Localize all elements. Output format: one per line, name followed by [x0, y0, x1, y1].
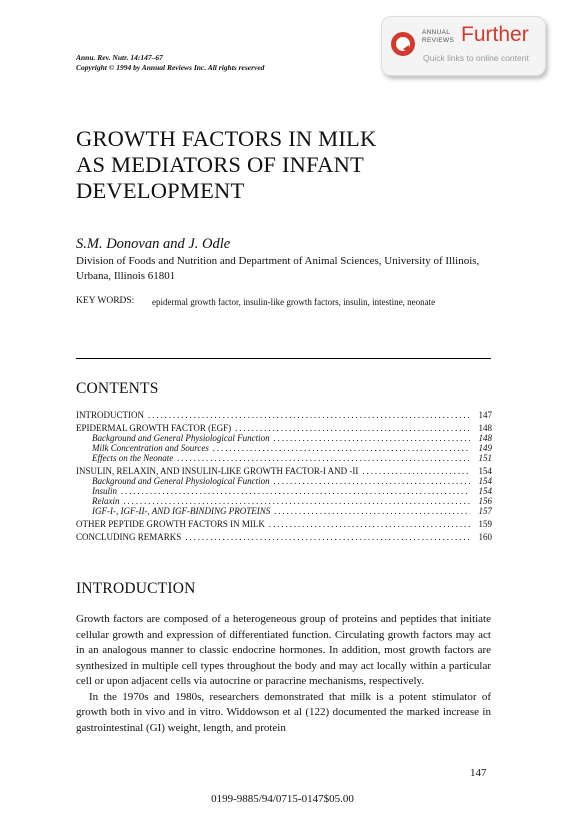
toc-leader-dots — [213, 443, 470, 453]
introduction-heading: INTRODUCTION — [76, 580, 196, 597]
toc-leader-dots — [185, 532, 470, 542]
toc-entry-label: INTRODUCTION — [76, 410, 144, 420]
table-of-contents — [76, 410, 492, 542]
citation-journal-line: Annu. Rev. Nutr. 14:147–67 — [76, 53, 163, 62]
toc-entry[interactable] — [76, 443, 492, 453]
toc-entry-label: Background and General Physiological Function — [92, 476, 270, 486]
journal-citation — [76, 53, 264, 73]
toc-leader-dots — [274, 476, 470, 486]
toc-entry-label: Background and General Physiological Function — [92, 433, 270, 443]
toc-entry-label: IGF-I-, IGF-II-, AND IGF-BINDING PROTEINS — [92, 506, 271, 516]
toc-leader-dots — [274, 433, 470, 443]
toc-entry-page: 148 — [478, 433, 492, 443]
toc-entry[interactable] — [76, 433, 492, 443]
toc-entry-label: CONCLUDING REMARKS — [76, 532, 182, 542]
introduction-body — [76, 612, 491, 736]
contents-heading: CONTENTS — [76, 380, 159, 397]
toc-entry-page: 149 — [478, 443, 492, 453]
toc-entry[interactable] — [76, 453, 492, 463]
toc-entry[interactable] — [76, 532, 492, 542]
toc-entry[interactable] — [76, 486, 492, 496]
toc-entry-label: EPIDERMAL GROWTH FACTOR (EGF) — [76, 423, 232, 433]
toc-entry[interactable] — [76, 476, 492, 486]
banner-further-label: Further — [461, 23, 529, 46]
toc-entry-page: 154 — [478, 466, 492, 476]
introduction-paragraph: Growth factors are composed of a heterogeneous group of proteins and peptides that initiate cellular growth and expression of differentiated function. Circulating growth factors may act in an analogous manner to classic endocrine hormones. In addition, most growth factors are synthesized in multiple cell types throughout the body and may act locally within a particular cell or upon adjacent cells via autocrine or paracrine mechanisms, respectively. — [76, 613, 491, 687]
toc-entry-label: INSULIN, RELAXIN, AND INSULIN-LIKE GROWTH FACTOR-I AND -II — [76, 466, 359, 476]
toc-entry-page: 148 — [478, 423, 492, 433]
toc-entry-page: 159 — [478, 519, 492, 529]
page-number: 147 — [470, 767, 487, 779]
toc-entry-page: 154 — [478, 486, 492, 496]
toc-entry-label: Relaxin — [92, 496, 120, 506]
toc-leader-dots — [362, 466, 470, 476]
toc-leader-dots — [121, 486, 470, 496]
toc-leader-dots — [274, 506, 470, 516]
toc-entry-page: 160 — [478, 532, 492, 542]
citation-copyright-line: Copyright © 1994 by Annual Reviews Inc. All rights reserved — [76, 63, 265, 72]
article-authors: S.M. Donovan and J. Odle — [76, 236, 231, 252]
toc-entry-page: 156 — [478, 496, 492, 506]
article-title: GROWTH FACTORS IN MILK AS MEDIATORS OF INFANT DEVELOPMENT — [76, 126, 377, 203]
footer-code: 0199-9885/94/0715-0147$05.00 — [211, 793, 354, 805]
toc-leader-dots — [148, 410, 470, 420]
toc-entry-label: OTHER PEPTIDE GROWTH FACTORS IN MILK — [76, 519, 265, 529]
toc-entry[interactable] — [76, 466, 492, 476]
introduction-paragraph: In the 1970s and 1980s, researchers demonstrated that milk is a potent stimulator of growth both in vivo and in vitro. Widdowson et al (122) documented the marked increase in gastrointestinal (GI) weight, length, and protein — [76, 690, 491, 734]
toc-leader-dots — [177, 453, 470, 463]
toc-entry-page: 151 — [478, 453, 492, 463]
author-affiliation: Division of Foods and Nutrition and Department of Animal Sciences, University of Illinois, Urbana, Illinois 61801 — [76, 255, 480, 282]
toc-entry-label: Effects on the Neonate — [92, 453, 174, 463]
toc-entry-page: 147 — [478, 410, 492, 420]
toc-leader-dots — [235, 423, 470, 433]
banner-publisher-name: ANNUAL REVIEWS — [422, 29, 455, 44]
toc-entry-label: Insulin — [92, 486, 118, 496]
toc-entry[interactable] — [76, 410, 492, 420]
section-divider — [76, 358, 491, 359]
annual-reviews-logo-icon — [391, 32, 415, 56]
further-links-banner[interactable] — [381, 16, 546, 76]
toc-entry[interactable] — [76, 506, 492, 516]
toc-entry-page: 157 — [478, 506, 492, 516]
banner-quick-links-text: Quick links to online content — [423, 53, 529, 63]
toc-leader-dots — [124, 496, 471, 506]
toc-entry[interactable] — [76, 496, 492, 506]
toc-entry-label: Milk Concentration and Sources — [92, 443, 209, 453]
keywords-text: epidermal growth factor, insulin-like growth factors, insulin, intestine, neonate — [152, 297, 436, 307]
toc-entry[interactable] — [76, 423, 492, 433]
toc-entry[interactable] — [76, 519, 492, 529]
toc-entry-page: 154 — [478, 476, 492, 486]
toc-leader-dots — [269, 519, 470, 529]
keywords-label: KEY WORDS: — [76, 296, 135, 306]
